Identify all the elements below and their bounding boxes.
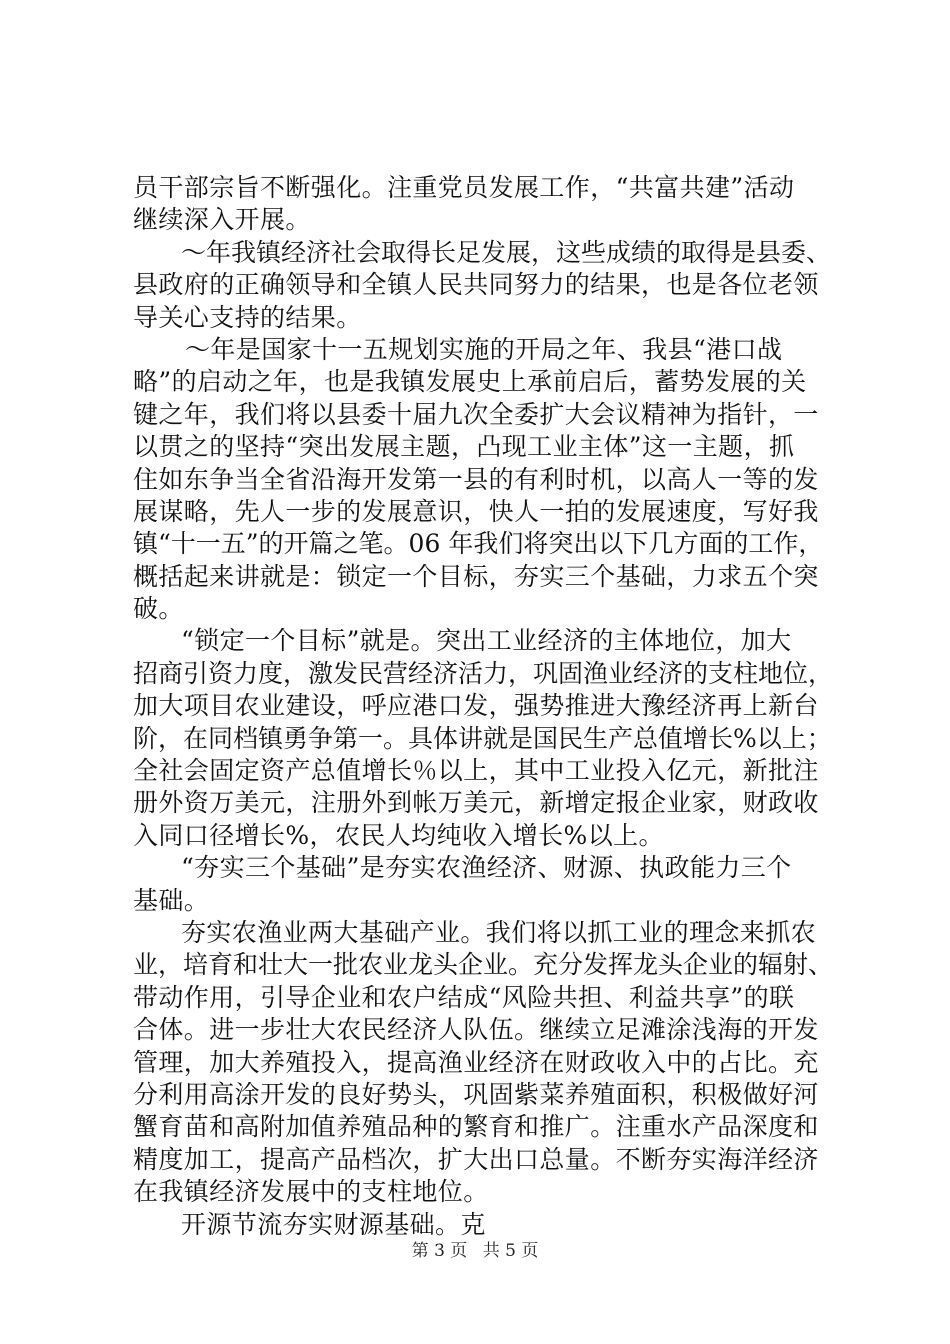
text-line: 招商引资力度，激发民营经济活力，巩固渔业经济的支柱地位， (133, 658, 834, 688)
text-line: 继续深入开展。 (133, 205, 311, 235)
text-line: 镇“十一五”的开篇之笔。06 年我们将突出以下几方面的工作， (133, 529, 824, 559)
text-line: 以贯之的坚持“突出发展主题，凸现工业主体”这一主题，抓 (133, 432, 795, 462)
text-line: 概括起来讲就是：锁定一个目标，夯实三个基础，力求五个突 (133, 561, 819, 591)
text-line: 蟹育苗和高附加值养殖品种的繁育和推广。注重水产品深度和 (133, 1112, 819, 1142)
text-line: 破。 (133, 594, 184, 624)
document-body (133, 172, 833, 1241)
text-line: 册外资万美元，注册外到帐万美元，新增定报企业家，财政收 (133, 788, 819, 818)
page-number: 第 3 页 (411, 1241, 468, 1261)
text-line: 阶，在同档镇勇争第一。具体讲就是国民生产总值增长%以上； (133, 723, 832, 753)
text-line: 入同口径增长%，农民人均纯收入增长%以上。 (133, 820, 664, 850)
paragraph-start-line: 开源节流夯实财源基础。克 (181, 1209, 486, 1239)
text-line: 县政府的正确领导和全镇人民共同努力的结果，也是各位老领 (133, 270, 819, 300)
page-footer (0, 1239, 950, 1263)
text-line: 略”的启动之年，也是我镇发展史上承前启后，蓄势发展的关 (133, 367, 807, 397)
paragraph-start-line: “锁定一个目标”就是。突出工业经济的主体地位，加大 (181, 626, 792, 656)
paragraph-start-line: ～年是国家十一五规划实施的开局之年、我县“港口战 (185, 334, 783, 364)
text-line: 精度加工，提高产品档次，扩大出口总量。不断夯实海洋经济 (133, 1144, 819, 1174)
text-line: 带动作用，引导企业和农户结成“风险共担、利益共享”的联 (133, 982, 795, 1012)
text-line: 基础。 (133, 885, 210, 915)
text-line: 分利用高涂开发的良好势头，巩固紫菜养殖面积，积极做好河 (133, 1079, 819, 1109)
text-line: 展谋略，先人一步的发展意识，快人一拍的发展速度，写好我 (133, 496, 819, 526)
text-line: 加大项目农业建设，呼应港口发，强势推进大豫经济再上新台 (133, 691, 819, 721)
text-line: 管理，加大养殖投入，提高渔业经济在财政收入中的占比。充 (133, 1047, 819, 1077)
text-line: 全社会固定资产总值增长％以上，其中工业投入亿元，新批注 (133, 756, 819, 786)
text-line: 导关心支持的结果。 (133, 302, 362, 332)
text-line: 业，培育和壮大一批农业龙头企业。充分发挥龙头企业的辐射、 (133, 950, 834, 980)
text-line: 住如东争当全省沿海开发第一县的有利时机，以高人一等的发 (133, 464, 819, 494)
page-total: 共 5 页 (482, 1241, 539, 1261)
paragraph-start-line: “夯实三个基础”是夯实农渔经济、财源、执政能力三个 (181, 853, 792, 883)
text-line: 合体。进一步壮大农民经济人队伍。继续立足滩涂浅海的开发 (133, 1015, 819, 1045)
paragraph-start-line: ～年我镇经济社会取得长足发展，这些成绩的取得是县委、 (181, 237, 832, 267)
paragraph-start-line: 夯实农渔业两大基础产业。我们将以抓工业的理念来抓农 (181, 917, 817, 947)
text-line: 键之年，我们将以县委十届九次全委扩大会议精神为指针，一 (133, 399, 819, 429)
text-line: 在我镇经济发展中的支柱地位。 (133, 1177, 489, 1207)
text-line: 员干部宗旨不断强化。注重党员发展工作，“共富共建”活动 (133, 173, 795, 202)
